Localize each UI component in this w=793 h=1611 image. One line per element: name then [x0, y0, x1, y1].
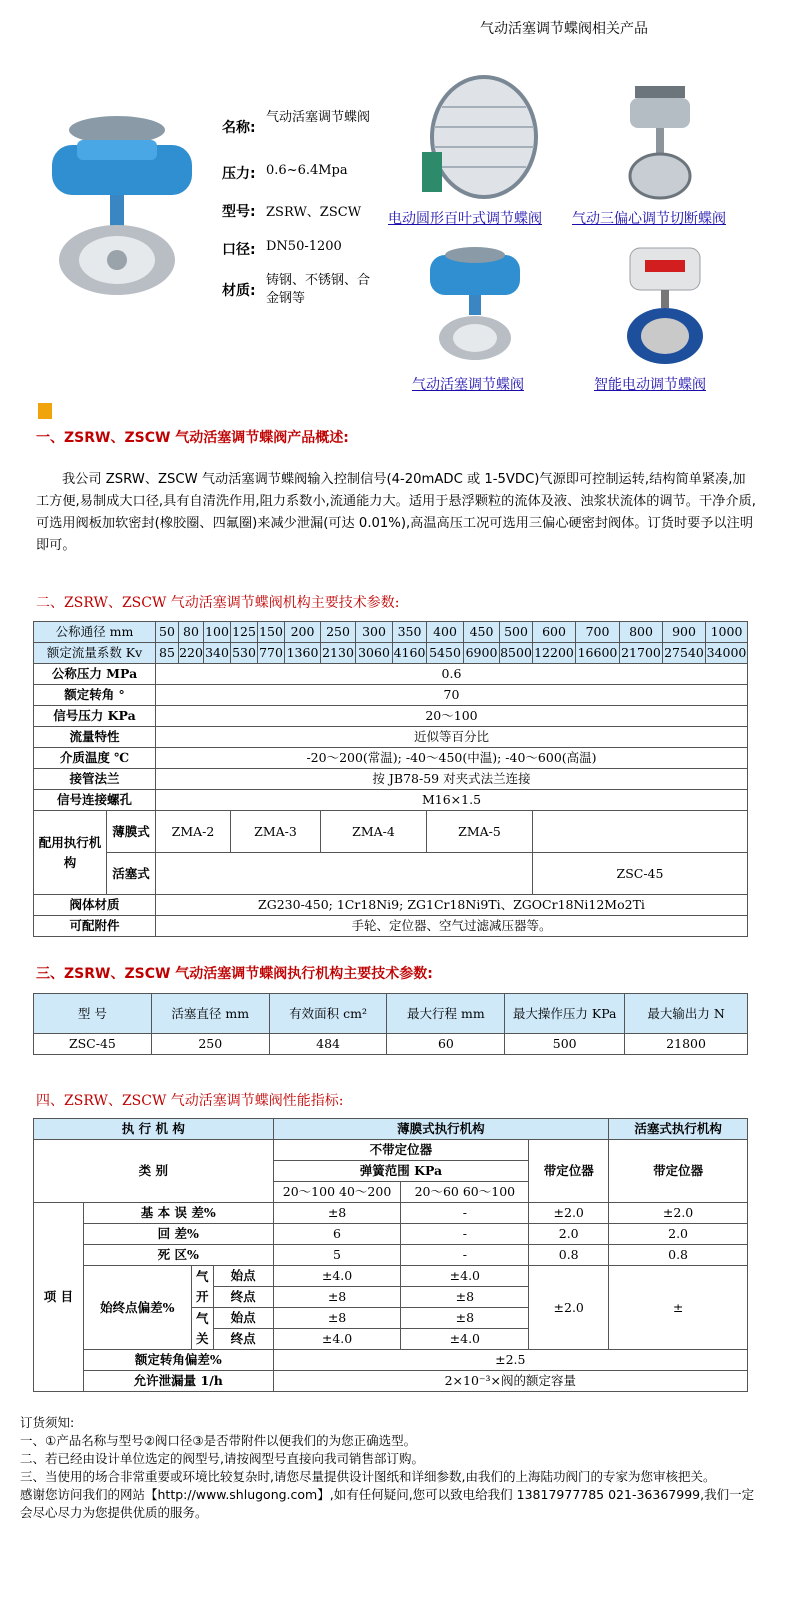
section1-title: 一、ZSRW、ZSCW 气动活塞调节蝶阀产品概述:	[36, 430, 349, 446]
dn-cell: 300	[356, 622, 393, 643]
dn-cell: 125	[231, 622, 258, 643]
row-label: 允许泄漏量 1/h	[83, 1371, 273, 1392]
empty-cell	[533, 811, 748, 853]
kv-cell: 2130	[321, 643, 356, 664]
table-row	[34, 685, 748, 706]
dn-cell: 800	[620, 622, 663, 643]
kv-label: 额定流量系数 Kv	[34, 643, 156, 664]
note-contact: 感谢您访问我们的网站【http://www.shlugong.com】,如有任何疑问,您可以致电给我们 13817977785 021-36367999,我们一定会尽心尽力为您提供优质的服务。	[20, 1487, 755, 1520]
kv-cell: 220	[179, 643, 204, 664]
header-cell: 类 别	[34, 1140, 274, 1203]
table-row	[34, 811, 748, 853]
spec-value: DN50-1200	[266, 239, 342, 254]
cell: ±4.0	[401, 1329, 529, 1350]
dn-cell: 900	[663, 622, 706, 643]
col-header: 最大操作压力 KPa	[505, 994, 625, 1034]
cell: 0.8	[529, 1245, 609, 1266]
row-label: 回 差%	[83, 1224, 273, 1245]
cell: ±2.0	[609, 1203, 748, 1224]
performance-table	[33, 1118, 748, 1392]
cell: ±	[609, 1266, 748, 1350]
spec-key: 型号:	[222, 204, 256, 220]
dn-cell: 1000	[706, 622, 748, 643]
cell: -	[401, 1224, 529, 1245]
table-row	[34, 643, 748, 664]
row-label: 始点	[213, 1266, 273, 1287]
spec-model	[222, 201, 361, 221]
dn-cell: 450	[464, 622, 500, 643]
spec-key: 材质:	[222, 283, 256, 299]
cell: 0.8	[609, 1245, 748, 1266]
spec-value: 0.6~6.4Mpa	[266, 163, 348, 178]
kv-cell: 16600	[576, 643, 620, 664]
table-row	[34, 790, 748, 811]
row-label: 始点	[213, 1308, 273, 1329]
row-label: 阀体材质	[34, 895, 156, 916]
section1-text: 我公司 ZSRW、ZSCW 气动活塞调节蝶阀输入控制信号(4-20mADC 或 1-5VDC)气源即可控制运转,结构简单紧凑,加工方便,易制成大口径,具有自清洗作用,阻力系数小,流通能力大。适用于悬浮颗粒的流体及液、浊浆状流体的调节。干净介质,可选用阀板加软密封(橡胶圈、四氟圈)来减少泄漏(可达 0.01%),高温高压工况可选用三偏心硬密封阀体。订货时要予以注明即可。	[36, 472, 756, 553]
cell: -	[401, 1245, 529, 1266]
row-label: 介质温度 ℃	[34, 748, 156, 769]
table-row	[34, 706, 748, 727]
cell: 21800	[625, 1034, 748, 1055]
row-label: 可配附件	[34, 916, 156, 937]
section-marker	[38, 403, 52, 419]
note-item: 三、当使用的场合非常重要或环境比较复杂时,请您尽量提供设计图纸和详细参数,由我们的上海陆功阀门的专家为您审核把关。	[20, 1469, 716, 1484]
row-label: 公称压力 MPa	[34, 664, 156, 685]
spec-material	[222, 272, 376, 308]
table-row	[34, 994, 748, 1034]
cell: 60	[387, 1034, 505, 1055]
col-header: 活塞直径 mm	[151, 994, 269, 1034]
cell: 250	[151, 1034, 269, 1055]
table-row	[34, 853, 748, 895]
cell: ±4.0	[273, 1329, 401, 1350]
row-label: 信号压力 KPa	[34, 706, 156, 727]
cell: ±2.0	[529, 1266, 609, 1350]
actuator-params-table	[33, 993, 748, 1055]
cell: -	[401, 1203, 529, 1224]
empty-cell	[156, 853, 533, 895]
kv-cell: 530	[231, 643, 258, 664]
cell: ±2.5	[273, 1350, 747, 1371]
spec-pressure	[222, 163, 348, 183]
row-label: 额定转角偏差%	[83, 1350, 273, 1371]
kv-cell: 8500	[500, 643, 533, 664]
section3-title: 三、ZSRW、ZSCW 气动活塞调节蝶阀执行机构主要技术参数:	[36, 966, 433, 982]
table-row	[34, 1245, 748, 1266]
kv-cell: 27540	[663, 643, 706, 664]
header-cell: 执 行 机 构	[34, 1119, 274, 1140]
page-title: 气动活塞调节蝶阀相关产品	[480, 21, 648, 37]
related-link-piston[interactable]: 气动活塞调节蝶阀	[412, 377, 524, 393]
related-link-triple-offset[interactable]: 气动三偏心调节切断蝶阀	[572, 211, 726, 227]
row-label: 死 区%	[83, 1245, 273, 1266]
row-label: 气开	[191, 1266, 213, 1308]
membrane-model: ZMA-2	[156, 811, 231, 853]
table-row	[34, 1034, 748, 1055]
related-link-louver[interactable]: 电动圆形百叶式调节蝶阀	[388, 211, 542, 227]
table-row	[34, 727, 748, 748]
col-header: 最大行程 mm	[387, 994, 505, 1034]
membrane-label: 薄膜式	[107, 811, 156, 853]
cell: 5	[273, 1245, 401, 1266]
col-header: 型 号	[34, 994, 152, 1034]
spec-value: 铸钢、不锈钢、合金钢等	[266, 273, 371, 306]
related-image-electric[interactable]	[615, 238, 715, 368]
dn-cell: 250	[321, 622, 356, 643]
cell: ±2.0	[529, 1203, 609, 1224]
table-row	[34, 664, 748, 685]
kv-cell: 85	[156, 643, 179, 664]
kv-cell: 5450	[427, 643, 464, 664]
dn-cell: 200	[285, 622, 321, 643]
header-cell: 活塞式执行机构	[609, 1119, 748, 1140]
cell: ±8	[401, 1308, 529, 1329]
cell: ±4.0	[273, 1266, 401, 1287]
membrane-model: ZMA-3	[231, 811, 321, 853]
membrane-model: ZMA-4	[321, 811, 427, 853]
dn-cell: 400	[427, 622, 464, 643]
spec-value: 气动活塞调节蝶阀	[266, 110, 371, 125]
table-row	[34, 916, 748, 937]
row-label: 始终点偏差%	[83, 1266, 191, 1350]
cell: ±8	[273, 1287, 401, 1308]
tech-params-table	[33, 621, 748, 937]
kv-cell: 3060	[356, 643, 393, 664]
related-image-louver[interactable]	[422, 72, 542, 202]
kv-cell: 770	[258, 643, 285, 664]
row-value: 近似等百分比	[156, 727, 748, 748]
header-cell: 薄膜式执行机构	[273, 1119, 609, 1140]
cell: ZSC-45	[34, 1034, 152, 1055]
header-cell: 带定位器	[529, 1140, 609, 1203]
row-label: 流量特性	[34, 727, 156, 748]
table-row	[34, 1266, 748, 1287]
related-link-electric[interactable]: 智能电动调节蝶阀	[594, 377, 706, 393]
kv-cell: 4160	[393, 643, 427, 664]
order-notes	[20, 1414, 760, 1522]
cell: ±8	[273, 1203, 401, 1224]
cell: 2.0	[529, 1224, 609, 1245]
table-row	[34, 895, 748, 916]
kv-cell: 340	[204, 643, 231, 664]
header-cell: 不带定位器	[273, 1140, 529, 1161]
spec-value: ZSRW、ZSCW	[266, 205, 362, 220]
table-row	[34, 1119, 748, 1140]
kv-cell: 12200	[533, 643, 576, 664]
cell: 2×10⁻³×阀的额定容量	[273, 1371, 747, 1392]
table-row	[34, 1371, 748, 1392]
cell: ±8	[273, 1308, 401, 1329]
table-row	[34, 622, 748, 643]
row-value: ZG230-450; 1Cr18Ni9; ZG1Cr18Ni9Ti、ZGOCr18Ni12Mo2Ti	[156, 895, 748, 916]
spec-key: 口径:	[222, 242, 256, 258]
col-header: 最大输出力 N	[625, 994, 748, 1034]
spec-diameter	[222, 239, 342, 259]
main-product-image	[22, 100, 202, 300]
section4-title: 四、ZSRW、ZSCW 气动活塞调节蝶阀性能指标:	[36, 1093, 344, 1109]
row-label: 基 本 误 差%	[83, 1203, 273, 1224]
cell: 484	[269, 1034, 387, 1055]
cell: 2.0	[609, 1224, 748, 1245]
dn-cell: 50	[156, 622, 179, 643]
kv-cell: 21700	[620, 643, 663, 664]
row-value: 手轮、定位器、空气过滤减压器等。	[156, 916, 748, 937]
row-value: -20～200(常温); -40～450(中温); -40～600(高温)	[156, 748, 748, 769]
dn-cell: 600	[533, 622, 576, 643]
piston-label: 活塞式	[107, 853, 156, 895]
row-label: 接管法兰	[34, 769, 156, 790]
related-image-triple-offset[interactable]	[610, 78, 710, 203]
dn-cell: 150	[258, 622, 285, 643]
related-image-piston[interactable]	[420, 240, 530, 365]
dn-cell: 350	[393, 622, 427, 643]
dn-cell: 80	[179, 622, 204, 643]
header-cell: 20～100 40～200	[273, 1182, 401, 1203]
row-value: 20～100	[156, 706, 748, 727]
item-label: 项 目	[34, 1203, 84, 1392]
header-cell: 带定位器	[609, 1140, 748, 1203]
table-row	[34, 1224, 748, 1245]
table-row	[34, 1350, 748, 1371]
dn-cell: 100	[204, 622, 231, 643]
row-label: 终点	[213, 1287, 273, 1308]
table-row	[34, 769, 748, 790]
row-label: 额定转角 °	[34, 685, 156, 706]
dn-label: 公称通径 mm	[34, 622, 156, 643]
section2-title: 二、ZSRW、ZSCW 气动活塞调节蝶阀机构主要技术参数:	[36, 595, 400, 611]
dn-cell: 700	[576, 622, 620, 643]
row-value: 0.6	[156, 664, 748, 685]
table-row	[34, 1140, 748, 1161]
cell: ±8	[401, 1287, 529, 1308]
table-row	[34, 748, 748, 769]
row-value: M16×1.5	[156, 790, 748, 811]
row-label: 信号连接螺孔	[34, 790, 156, 811]
row-label: 终点	[213, 1329, 273, 1350]
notes-heading: 订货须知:	[20, 1415, 75, 1430]
note-item: 二、若已经由设计单位选定的阀型号,请按阀型号直接向我司销售部订购。	[20, 1451, 424, 1466]
spec-key: 名称:	[222, 120, 256, 136]
actuator-label: 配用执行机构	[34, 811, 107, 895]
spec-name	[222, 110, 386, 137]
kv-cell: 6900	[464, 643, 500, 664]
row-value: 按 JB78-59 对夹式法兰连接	[156, 769, 748, 790]
kv-cell: 34000	[706, 643, 748, 664]
dn-cell: 500	[500, 622, 533, 643]
cell: 6	[273, 1224, 401, 1245]
membrane-model: ZMA-5	[427, 811, 533, 853]
col-header: 有效面积 cm²	[269, 994, 387, 1034]
row-label: 气关	[191, 1308, 213, 1350]
header-cell: 20～60 60～100	[401, 1182, 529, 1203]
row-value: 70	[156, 685, 748, 706]
header-cell: 弹簧范围 KPa	[273, 1161, 529, 1182]
table-row	[34, 1203, 748, 1224]
cell: ±4.0	[401, 1266, 529, 1287]
cell: 500	[505, 1034, 625, 1055]
kv-cell: 1360	[285, 643, 321, 664]
note-item: 一、①产品名称与型号②阀口径③是否带附件以便我们的为您正确选型。	[20, 1433, 417, 1448]
spec-key: 压力:	[222, 166, 256, 182]
piston-model: ZSC-45	[533, 853, 748, 895]
